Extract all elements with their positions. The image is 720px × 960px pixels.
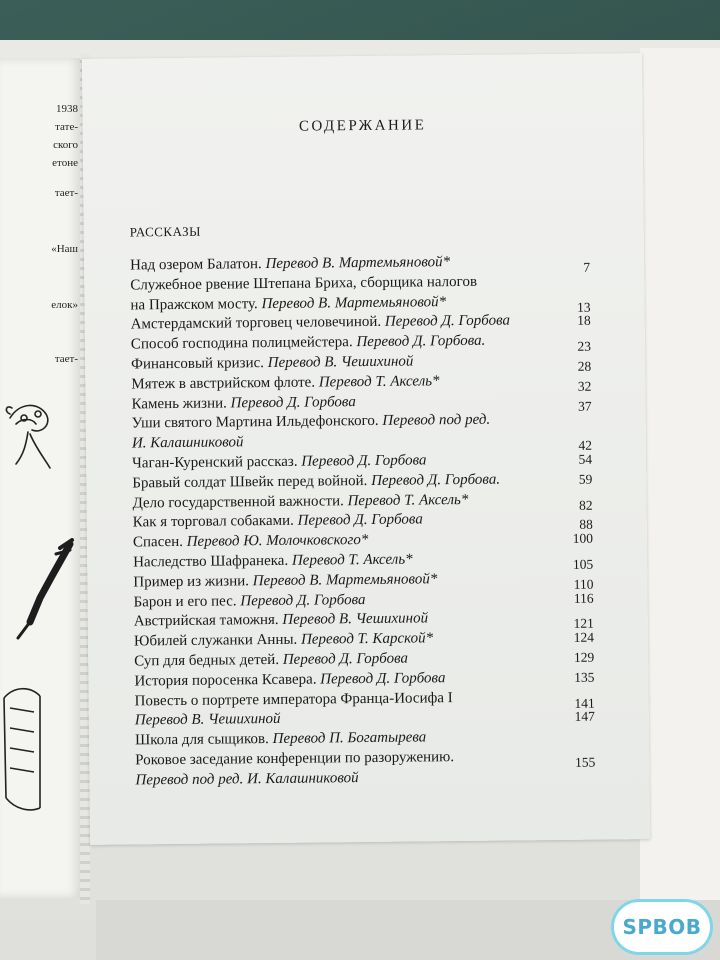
watermark-text: SPBOB	[622, 915, 702, 939]
toc-entry-page-number: 18	[577, 313, 591, 329]
toc-entry-title: Финансовый кризис.	[131, 355, 265, 373]
left-page-fragment: ского	[53, 139, 78, 151]
left-page-fragment: тает-	[54, 353, 78, 365]
illustration-arm-icon	[0, 538, 80, 648]
left-page-fragment: тает-	[54, 187, 78, 199]
toc-entry-title: Служебное рвение Штепана Бриха, сборщика налогов	[130, 273, 478, 294]
toc-entry-translator: Перевод Д. Горбова	[297, 511, 423, 530]
toc-entry-translator: Перевод под ред. И. Калашниковой	[135, 769, 359, 789]
toc-entry-translator: Перевод под ред.	[382, 412, 491, 430]
toc-entry-title: Австрийская таможня.	[133, 612, 279, 630]
left-page-fragment: «Наш	[51, 243, 78, 255]
section-heading: РАССКАЗЫ	[129, 223, 202, 240]
left-page-fragment: елок»	[51, 299, 78, 311]
toc-entry-translator: Перевод Д. Горбова.	[356, 332, 486, 351]
page-title: СОДЕРЖАНИЕ	[298, 117, 427, 135]
toc-entry-title: Способ господина полицмейстера.	[130, 334, 353, 353]
book-cover-edge	[640, 48, 720, 958]
toc-entry-page-number: 135	[574, 669, 595, 685]
toc-entry-title: Бравый солдат Швейк перед войной.	[132, 472, 368, 492]
toc-entry-title: Пример из жизни.	[133, 572, 250, 591]
toc-entry-page-number: 155	[574, 754, 596, 770]
toc-entry-translator: Перевод Д. Горбова	[282, 650, 409, 668]
toc-entry-translator: Перевод Д. Горбова	[301, 452, 427, 470]
toc-entry-translator: Перевод Т. Аксель*	[291, 551, 413, 569]
toc-entry-translator: Перевод В. Чешихиной	[282, 610, 429, 629]
toc-entry-translator: Перевод Т. Аксель*	[318, 373, 440, 391]
toc-entry-title: на Пражском мосту.	[130, 295, 258, 314]
contents-page	[82, 53, 650, 845]
toc-entry-page-number: 28	[577, 358, 592, 374]
toc-entry-translator: Перевод В. Мартемьяновой*	[261, 293, 447, 312]
toc-entry-page-number: 13	[576, 299, 591, 315]
left-page-fragment: етоне	[52, 157, 78, 169]
toc-entry-title: Уши святого Мартина Ильдефонского.	[131, 413, 379, 432]
toc-entry-title: Повесть о портрете императора Франца-Иосифа I	[134, 689, 453, 709]
toc-entry-title: Амстердамский торговец человечиной.	[130, 314, 382, 333]
toc-entry-title: Чаган-Куренский рассказ.	[132, 453, 298, 472]
toc-entry-page-number: 110	[573, 576, 594, 592]
toc-entry-page-number: 54	[578, 451, 593, 467]
toc-entry-page-number: 59	[578, 471, 593, 487]
toc-entry-page-number: 100	[572, 530, 594, 546]
toc-entry-page-number: 23	[577, 338, 592, 354]
left-page-fragment: тате-	[55, 121, 78, 133]
toc-entry-page-number: 124	[573, 629, 595, 645]
toc-entry-page-number: 121	[573, 615, 594, 632]
toc-entry-page-number: 129	[573, 649, 595, 665]
toc-entry-title: Барон и его пес.	[133, 592, 237, 610]
toc-entry-page-number: 88	[579, 516, 593, 533]
toc-entry-page-number: 105	[572, 556, 594, 572]
toc-entry-title: Суп для бедных детей.	[134, 651, 280, 670]
toc-entry-translator: Перевод П. Богатырева	[272, 729, 427, 748]
toc-entry-translator: Перевод Д. Горбова	[230, 393, 356, 411]
toc-entry-translator: Перевод Т. Аксель*	[347, 491, 469, 509]
toc-entry-title: Камень жизни.	[131, 395, 227, 413]
toc-entry-title: Юбилей служанки Анны.	[133, 631, 298, 650]
illustration-figure-icon	[2, 388, 76, 508]
toc-entry-page-number: 141	[574, 695, 595, 711]
toc-entry-title: Роковое заседание конференции по разоружению.	[135, 749, 455, 769]
toc-entry-title: Школа для сыщиков.	[134, 731, 269, 749]
left-facing-page	[0, 58, 82, 898]
toc-entry	[135, 766, 595, 791]
toc-entry-translator: Перевод Д. Горбова.	[371, 471, 501, 489]
toc-entry-title: Дело государственной важности.	[132, 492, 344, 512]
toc-entry-page-number: 42	[578, 437, 593, 453]
table-of-contents	[130, 252, 596, 791]
toc-entry-translator: Перевод В. Мартемьяновой*	[265, 254, 451, 273]
toc-entry-translator: Перевод Т. Карской*	[300, 630, 434, 648]
toc-entry-title: История поросенка Ксавера.	[134, 671, 317, 690]
toc-entry-title: Мятеж в австрийском флоте.	[131, 374, 316, 393]
toc-entry-title: Над озером Балатон.	[129, 256, 262, 274]
toc-entry-translator: Перевод Д. Горбова	[240, 591, 366, 609]
toc-entry-page-number: 116	[573, 590, 594, 606]
toc-entry-translator: Перевод Д. Горбова	[384, 312, 511, 331]
illustration-box-icon	[0, 678, 80, 828]
toc-entry-translator: Перевод В. Чешихиной	[134, 711, 281, 729]
toc-entry-page-number: 32	[577, 378, 592, 394]
toc-entry-translator: Перевод Д. Горбова	[320, 669, 446, 688]
watermark-badge	[614, 902, 710, 952]
toc-entry-title: Спасен.	[132, 534, 184, 551]
toc-entry-translator: И. Калашниковой	[131, 434, 244, 452]
toc-entry-title: Как я торговал собаками.	[132, 513, 294, 531]
toc-entry-page-number: 7	[583, 259, 591, 275]
toc-entry-translator: Перевод В. Мартемьяновой*	[252, 571, 438, 589]
toc-entry-page-number: 37	[577, 398, 592, 414]
left-page-fragment: 1938	[56, 103, 78, 115]
toc-entry-page-number: 82	[579, 497, 593, 513]
toc-entry-translator: Перевод В. Чешихиной	[267, 353, 414, 372]
toc-entry-translator: Перевод Ю. Молочковского*	[186, 532, 369, 551]
toc-entry-page-number: 147	[574, 708, 595, 725]
toc-entry-title: Наследство Шафранека.	[133, 552, 289, 571]
